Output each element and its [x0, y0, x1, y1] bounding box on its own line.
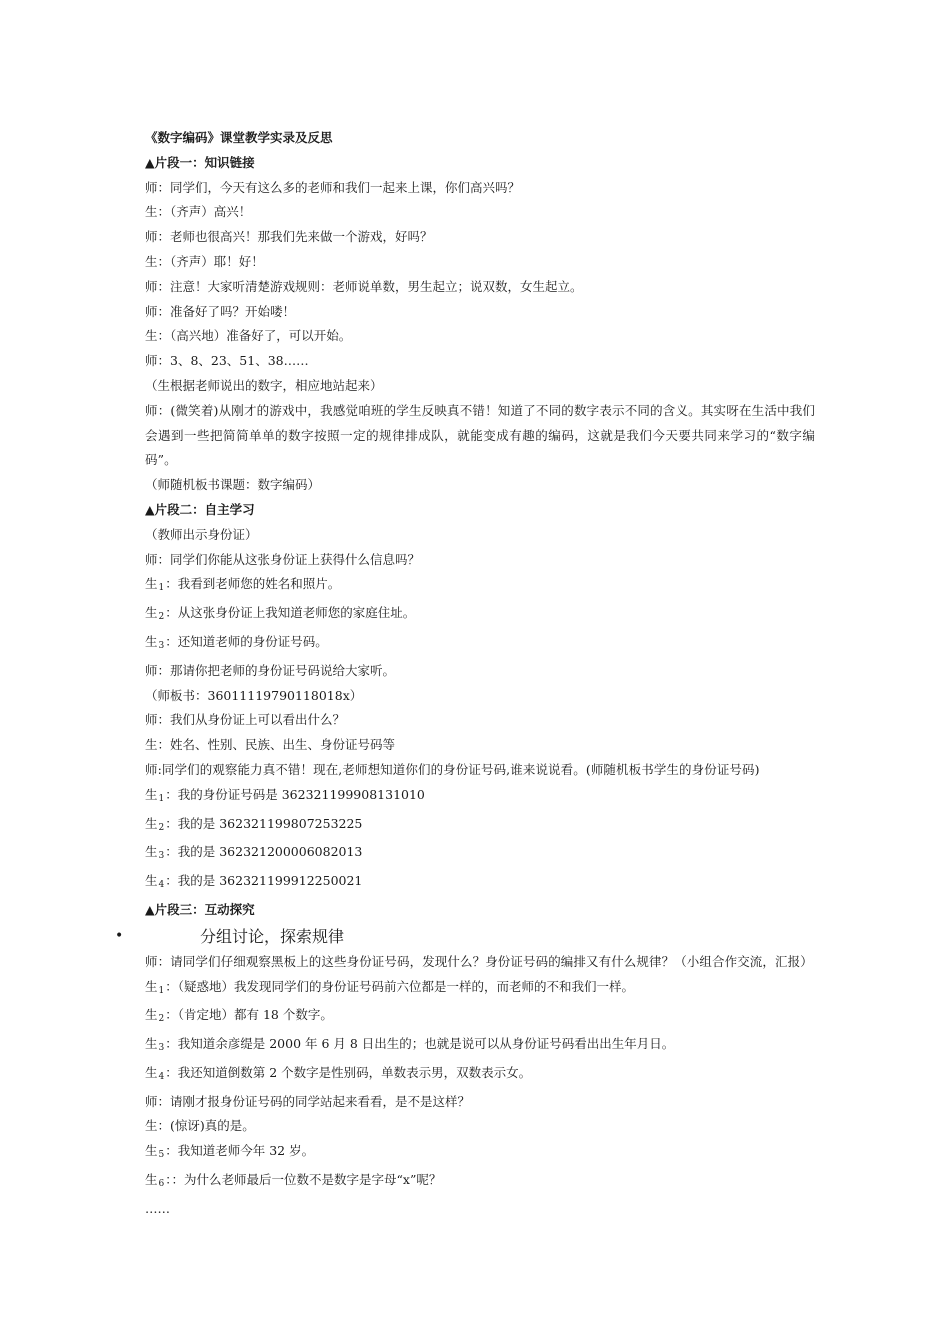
dialogue-line: 师:同学们的观察能力真不错！现在,老师想知道你们的身份证号码,谁来说说看。(师随机板书学生的身份证号码) [145, 761, 760, 777]
dialogue-line: 生：姓名、性别、民族、出生、身份证号码等 [145, 737, 396, 753]
speaker-number: 4 [158, 1071, 165, 1082]
speaker-number: 1 [158, 793, 165, 804]
speaker-number: 6 [158, 1179, 165, 1190]
dialogue-line: 师：那请你把老师的身份证号码说给大家听。 [145, 662, 396, 678]
dialogue-line: 师：我们从身份证上可以看出什么？ [145, 712, 346, 728]
dialogue-line [145, 1003, 815, 1032]
dialogue-line [145, 975, 815, 1004]
speaker-label: 生 [145, 1143, 158, 1159]
line-text: ：我的身份证号码是 362321199908131010 [165, 786, 425, 802]
dialogue-line [145, 840, 815, 869]
speaker-label: 生 [145, 576, 158, 592]
dialogue-line [145, 1032, 815, 1061]
dialogue-line: 师：请刚才报身份证号码的同学站起来看看，是不是这样？ [145, 1093, 471, 1109]
document-body [115, 126, 815, 1222]
dialogue-line: 师：同学们你能从这张身份证上获得什么信息吗？ [145, 551, 421, 567]
dialogue-line [145, 601, 815, 630]
line-text: ：我的是 362321199807253225 [165, 815, 363, 831]
line-text: ：：为什么老师最后一位数不是数字是字母“x”呢？ [165, 1172, 442, 1188]
speaker-number: 2 [158, 612, 165, 623]
speaker-number: 5 [158, 1150, 165, 1161]
line-text: ：从这张身份证上我知道老师您的家庭住址。 [165, 605, 416, 621]
dialogue-line: 师：同学们，今天有这么多的老师和我们一起来上课，你们高兴吗？ [145, 179, 521, 195]
dialogue-line [145, 1168, 815, 1197]
dialogue-line: 师：准备好了吗？开始喽！ [145, 303, 296, 319]
dialogue-line [145, 572, 815, 601]
dialogue-line: 生：（齐声）高兴！ [145, 204, 252, 220]
speaker-number: 4 [158, 880, 165, 891]
line-text: ：我知道老师今年 32 岁。 [165, 1143, 315, 1159]
speaker-number: 3 [158, 851, 165, 862]
speaker-label: 生 [145, 1172, 158, 1188]
dialogue-line [145, 630, 815, 659]
dialogue-line: 师：请同学们仔细观察黑板上的这些身份证号码，发现什么？身份证号码的编排又有什么规律？（小组合作交流，汇报） [145, 953, 813, 969]
dialogue-line: 师：3、8、23、51、38…… [145, 353, 309, 369]
line-text: ：（肯定地）都有 18 个数字。 [165, 1007, 333, 1023]
speaker-label: 生 [145, 605, 158, 621]
speaker-number: 3 [158, 640, 165, 651]
section-heading: ▲片段一：知识链接 [145, 154, 255, 170]
bullet-text: 分组讨论，探索规律 [200, 926, 345, 946]
dialogue-line: 生：（齐声）耶！好！ [145, 253, 264, 269]
bullet-icon: • [115, 927, 124, 944]
dialogue-line: （师板书：36011119790118018x） [145, 687, 363, 703]
dialogue-line: 师：注意！大家听清楚游戏规则：老师说单数，男生起立；说双数，女生起立。 [145, 278, 583, 294]
speaker-label: 生 [145, 815, 158, 831]
line-text: ：我的是 362321200006082013 [165, 844, 363, 860]
dialogue-line [145, 783, 815, 812]
dialogue-line: 生：（高兴地）准备好了，可以开始。 [145, 328, 352, 344]
dialogue-line: 生：(惊讶)真的是。 [145, 1118, 255, 1134]
line-text: ：我的是 362321199912250021 [165, 873, 363, 889]
line-text: ：我看到老师您的姓名和照片。 [165, 576, 341, 592]
line-text: ：还知道老师的身份证号码。 [165, 633, 328, 649]
dialogue-line: （师随机板书课题：数字编码） [145, 477, 321, 493]
speaker-label: 生 [145, 633, 158, 649]
line-text: ：（疑惑地）我发现同学们的身份证号码前六位都是一样的，而老师的不和我们一样。 [165, 978, 635, 994]
speaker-label: 生 [145, 1007, 158, 1023]
section-heading: ▲片段二：自主学习 [145, 501, 255, 517]
speaker-label: 生 [145, 1036, 158, 1052]
dialogue-line: （生根据老师说出的数字，相应地站起来） [145, 377, 383, 393]
dialogue-line: …… [145, 1200, 170, 1216]
speaker-number: 2 [158, 1014, 165, 1025]
speaker-number: 2 [158, 822, 165, 833]
speaker-label: 生 [145, 844, 158, 860]
speaker-number: 1 [158, 985, 165, 996]
dialogue-line: 师：老师也很高兴！那我们先来做一个游戏，好吗？ [145, 229, 433, 245]
dialogue-line [145, 869, 815, 898]
dialogue-line [145, 1061, 815, 1090]
speaker-number: 3 [158, 1043, 165, 1054]
section-heading: ▲片段三：互动探究 [145, 901, 255, 917]
dialogue-line: （教师出示身份证） [145, 526, 258, 542]
speaker-label: 生 [145, 873, 158, 889]
speaker-label: 生 [145, 786, 158, 802]
bullet-item [115, 923, 815, 950]
line-text: ：我还知道倒数第 2 个数字是性别码，单数表示男，双数表示女。 [165, 1064, 532, 1080]
speaker-label: 生 [145, 1064, 158, 1080]
line-text: ：我知道余彦缇是 2000 年 6 月 8 日出生的；也就是说可以从身份证号码看出出生年月日。 [165, 1036, 675, 1052]
speaker-label: 生 [145, 978, 158, 994]
dialogue-line: 师：(微笑着)从刚才的游戏中，我感觉咱班的学生反映真不错！知道了不同的数字表示不同的含义。其实呀在生活中我们会遇到一些把简简单单的数字按照一定的规律排成队，就能变成有趣的编码，这就是我们今天要共同来学习的“数字编码”。 [145, 402, 815, 468]
speaker-number: 1 [158, 583, 165, 594]
dialogue-line [145, 1139, 815, 1168]
document-title: 《数字编码》课堂教学实录及反思 [145, 130, 333, 145]
dialogue-line [145, 812, 815, 841]
